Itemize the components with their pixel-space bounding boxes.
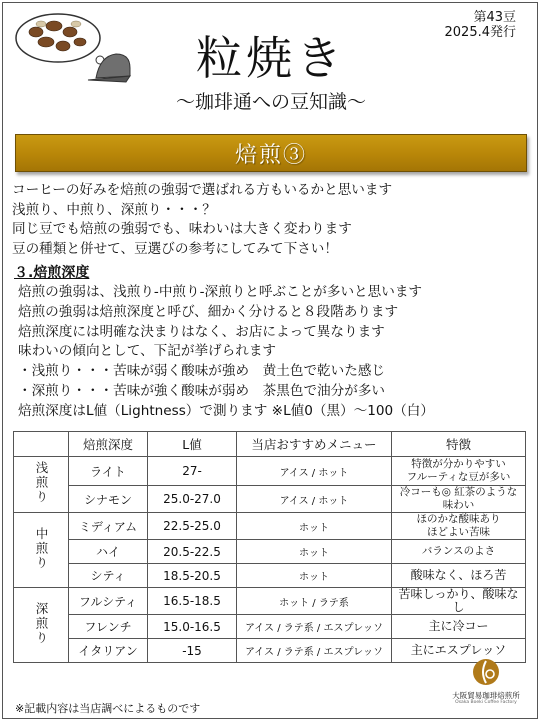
col-header-feature: 特徴 bbox=[392, 432, 526, 457]
lvalue: 15.0-16.5 bbox=[148, 615, 237, 639]
table-row bbox=[14, 588, 526, 615]
menu: アイス / ホット bbox=[237, 486, 392, 513]
body-line: 焙煎深度には明確な決まりはなく、お店によって異なります bbox=[18, 323, 385, 340]
footnote: ※記載内容は当店調べによるものです bbox=[15, 702, 201, 715]
intro-text bbox=[12, 181, 392, 259]
feature bbox=[392, 564, 526, 588]
roast-name: シナモン bbox=[69, 486, 148, 513]
table-row bbox=[14, 513, 526, 540]
feature bbox=[392, 513, 526, 540]
body-line: 焙煎深度はL値（Lightness）で測ります ※L値0（黒）～100（白） bbox=[18, 402, 434, 419]
table-header-row bbox=[14, 432, 526, 457]
group-label: 深煎り bbox=[34, 601, 49, 646]
col-header-lvalue: L値 bbox=[148, 432, 237, 457]
company-name-en: Osaka Boeki Coffee Factory bbox=[455, 700, 517, 705]
menu: ホット / ラテ系 bbox=[237, 588, 392, 615]
menu: アイス / ラテ系 / エスプレッソ bbox=[237, 615, 392, 639]
table-row bbox=[14, 615, 526, 639]
roast-name: ハイ bbox=[69, 540, 148, 564]
issue-number: 第43豆 bbox=[473, 10, 516, 25]
feature-line: 冷コーも◎ 紅茶のような味わい bbox=[399, 486, 518, 511]
lvalue: 27- bbox=[148, 457, 237, 486]
roast-name: シティ bbox=[69, 564, 148, 588]
lvalue: 18.5-20.5 bbox=[148, 564, 237, 588]
body-line: ・深煎り・・・苦味が強く酸味が弱め 茶黒色で油分が多い bbox=[18, 382, 386, 399]
feature bbox=[392, 615, 526, 639]
menu: アイス / ラテ系 / エスプレッソ bbox=[237, 639, 392, 663]
section-body bbox=[18, 283, 434, 422]
feature-line: 酸味なく、ほろ苦 bbox=[410, 568, 507, 582]
group-label: 中煎り bbox=[34, 526, 49, 571]
lvalue: 16.5-18.5 bbox=[148, 588, 237, 615]
feature-line: バランスのよさ bbox=[421, 545, 496, 557]
feature bbox=[392, 540, 526, 564]
col-header-roast: 焙煎深度 bbox=[69, 432, 148, 457]
coffee-bean-logo-icon bbox=[471, 657, 501, 687]
intro-line: 豆の種類と併せて、豆選びの参考にしてみて下さい！ bbox=[12, 240, 338, 257]
page-title: 粒焼き bbox=[196, 31, 346, 85]
feature-line: 苦味しっかり、酸味なし bbox=[398, 587, 519, 614]
table-row bbox=[14, 540, 526, 564]
table-row bbox=[14, 457, 526, 486]
feature-line: フルーティな豆が多い bbox=[406, 471, 511, 483]
menu: ホット bbox=[237, 513, 392, 540]
intro-line: 同じ豆でも焙煎の強弱でも、味わいは大きく変わります bbox=[12, 221, 352, 237]
feature bbox=[392, 457, 526, 486]
lvalue: 22.5-25.0 bbox=[148, 513, 237, 540]
issue-date: 2025.4発行 bbox=[444, 25, 516, 40]
body-line: ・浅煎り・・・苦味が弱く酸味が強め 黄土色で乾いた感じ bbox=[18, 363, 386, 380]
section-heading: ３.焙煎深度 bbox=[14, 265, 90, 281]
intro-line: 浅煎り、中煎り、深煎り・・・？ bbox=[12, 201, 216, 218]
feature-line: 特徴が分かりやすい bbox=[411, 458, 506, 470]
group-cell-medium bbox=[14, 513, 69, 588]
page-subtitle: ～珈琲通への豆知識～ bbox=[175, 91, 366, 113]
lvalue: -15 bbox=[148, 639, 237, 663]
roast-name: ミディアム bbox=[69, 513, 148, 540]
group-cell-dark bbox=[14, 588, 69, 663]
roast-name: イタリアン bbox=[69, 639, 148, 663]
group-label: 浅煎り bbox=[34, 461, 49, 505]
roast-name: ライト bbox=[69, 457, 148, 486]
roast-depth-table bbox=[13, 431, 526, 663]
col-header-menu: 当店おすすめメニュー bbox=[237, 432, 392, 457]
feature-line: ほどよい苦味 bbox=[427, 526, 490, 538]
body-line: 焙煎の強弱は焙煎深度と呼び、細かく分けると８段階あります bbox=[18, 303, 399, 320]
menu: ホット bbox=[237, 564, 392, 588]
lvalue: 25.0-27.0 bbox=[148, 486, 237, 513]
lvalue: 20.5-22.5 bbox=[148, 540, 237, 564]
company-logo bbox=[440, 657, 532, 711]
group-cell-light bbox=[14, 457, 69, 513]
menu: アイス / ホット bbox=[237, 457, 392, 486]
feature-line: 主にエスプレッソ bbox=[410, 643, 507, 657]
feature bbox=[392, 486, 526, 513]
feature bbox=[392, 588, 526, 615]
roast-name: フルシティ bbox=[69, 588, 148, 615]
intro-line: コーヒーの好みを焙煎の強弱で選ばれる方もいるかと思います bbox=[12, 182, 393, 198]
table-row bbox=[14, 486, 526, 513]
banner-label: 焙煎③ bbox=[234, 142, 307, 168]
body-line: 焙煎の強弱は、浅煎り-中煎り-深煎りと呼ぶことが多いと思います bbox=[18, 284, 423, 300]
feature-line: ほのかな酸味あり bbox=[416, 513, 501, 525]
company-name: 大阪貿易珈琲焙煎所 bbox=[452, 691, 520, 700]
section-banner bbox=[15, 134, 527, 172]
body-line: 味わいの傾向として、下記が挙げられます bbox=[18, 343, 277, 360]
roast-name: フレンチ bbox=[69, 615, 148, 639]
table-row bbox=[14, 564, 526, 588]
table-corner bbox=[14, 432, 69, 457]
menu: ホット bbox=[237, 540, 392, 564]
feature-line: 主に冷コー bbox=[428, 619, 489, 633]
